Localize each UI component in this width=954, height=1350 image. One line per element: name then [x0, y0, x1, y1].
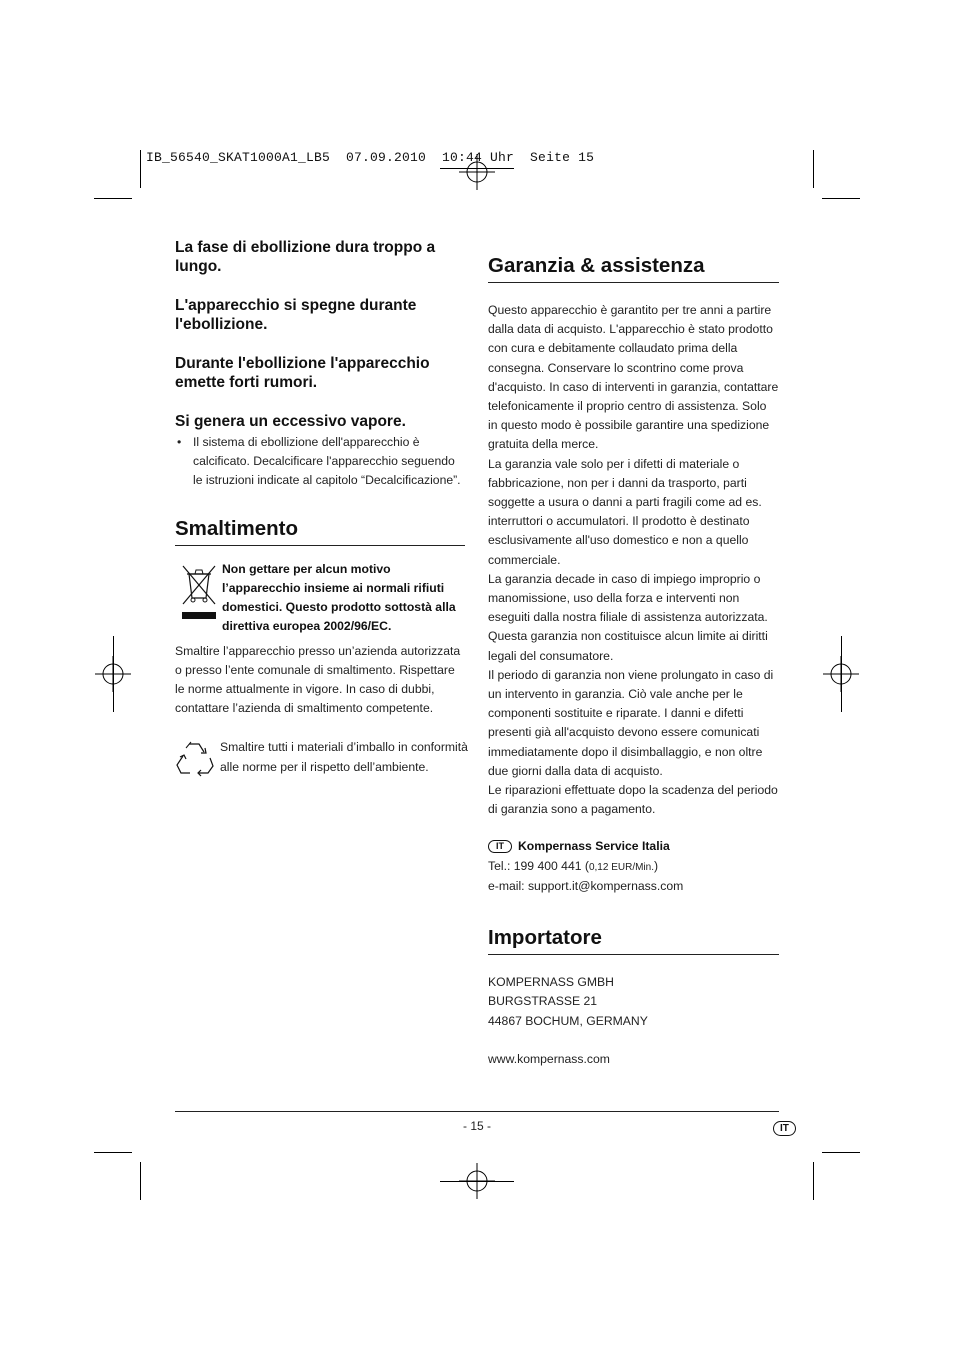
address-line: KOMPERNASS GMBH: [488, 975, 614, 990]
phone-rate: 0,12 EUR/Min.: [588, 861, 654, 873]
print-slug: IB_56540_SKAT1000A1_LB5 07.09.2010 10:44 Uhr Seite 15: [146, 150, 595, 165]
importer-address: [488, 973, 779, 1031]
service-name: Kompernass Service Italia: [518, 839, 670, 854]
phone-close: ): [654, 858, 659, 873]
crop-mark: [440, 168, 514, 169]
weee-text: Non gettare per alcun motivo l’apparecchio insieme ai normali rifiuti domestici. Questo prodotto sottostà alla direttiva europea 2002/96/EC.: [222, 561, 456, 634]
left-column: [175, 238, 468, 778]
list-item-text: Il sistema di ebollizione dell'apparecchio è calcificato. Decalcificare l'apparecchio seguendo le istruzioni indicate al capitolo “Decalcificazione”.: [193, 435, 461, 488]
packaging-notice: [175, 738, 468, 778]
disposal-body: Smaltire l’apparecchio presso un’azienda autorizzata o presso l’ente comunale di smaltimento. Rispettare le norme attualmente in vigore. In caso di dubbi, contattare l’azienda di smaltimento competente.: [175, 643, 461, 716]
crop-mark: [822, 1152, 860, 1153]
packaging-text: Smaltire tutti i materiali d’imballo in conformità alle norme per il rispetto dell’ambiente.: [220, 740, 468, 774]
address-line: 44867 BOCHUM, GERMANY: [488, 1013, 648, 1028]
crop-mark: [841, 636, 842, 712]
crop-mark: [440, 1181, 514, 1182]
warranty-paragraph: La garanzia vale solo per i difetti di materiale o fabbricazione, non per i danni da trasporto, parti soggette a usura o danni a parti fragili come ad es. interruttori o accumulatori. Il prodotto è destinato esclusivamente all'uso domestico e non a quello commerciale.: [488, 456, 762, 567]
warranty-paragraph: Questo apparecchio è garantito per tre anni a partire dalla data di acquisto. L'apparecchio è stato prodotto con cura e debitamente collaudato prima della consegna. Conservare lo scontrino come prova d'acquisto. In caso di interventi in garanzia, contattare telefonicamente il proprio centro di assistenza. Solo in questo modo è possibile garantire una spedizione gratuita della merce.: [488, 303, 779, 452]
crop-mark: [94, 198, 132, 199]
footer-rule: [175, 1111, 779, 1112]
phone-label: Tel.: 199 400 441 (: [488, 858, 589, 873]
address-line: BURGSTRASSE 21: [488, 994, 598, 1009]
trouble-heading: Durante l'ebollizione l'apparecchio emette forti rumori.: [175, 355, 430, 391]
crop-mark: [140, 150, 141, 188]
service-contact: [488, 837, 779, 896]
section-title-disposal: Smaltimento: [175, 517, 465, 546]
country-badge: IT: [488, 840, 512, 853]
crop-mark: [94, 1152, 132, 1153]
page-number: - 15 -: [462, 1119, 491, 1133]
importer-website: www.kompernass.com: [488, 1051, 610, 1066]
crop-mark: [813, 1162, 814, 1200]
service-name-line: [488, 837, 779, 856]
warranty-paragraph: Le riparazioni effettuate dopo la scadenza del periodo di garanzia sono a pagamento.: [488, 783, 778, 817]
crop-mark: [140, 1162, 141, 1200]
trouble-heading: La fase di ebollizione dura troppo a lungo.: [175, 239, 436, 275]
crossed-bin-icon: [179, 562, 219, 620]
warranty-paragraph: La garanzia decade in caso di impiego improprio o manomissione, uso della forza e interventi non eseguiti dalla nostra filiale di assistenza autorizzata. Questa garanzia non costituisce alcun limite ai diritti legali del consumatore.: [488, 571, 768, 663]
warranty-text: [488, 301, 779, 819]
crop-mark: [813, 150, 814, 188]
weee-notice: [175, 560, 465, 642]
service-phone: [488, 857, 779, 877]
registration-mark-icon: [459, 154, 495, 190]
service-email: e-mail: support.it@kompernass.com: [488, 878, 684, 893]
warranty-paragraph: Il periodo di garanzia non viene prolungato in caso di un intervento in garanzia. Ciò vale anche per le componenti sostituite e riparate. I danni e difetti presenti già all'acquisto devono essere comunicati immediatamente dopo il disimballaggio, e non oltre due giorni dalla data di acquisto.: [488, 667, 774, 778]
trouble-heading: Si genera un eccessivo vapore.: [175, 413, 406, 430]
right-column: [488, 254, 779, 1069]
crop-mark: [113, 636, 114, 712]
list-item: [175, 433, 465, 491]
recycle-icon: [175, 738, 215, 778]
bullet-icon: •: [177, 435, 182, 449]
language-badge: IT: [773, 1121, 796, 1136]
crop-mark: [822, 198, 860, 199]
section-title-importer: Importatore: [488, 926, 779, 955]
section-title-warranty: Garanzia & assistenza: [488, 254, 779, 283]
trouble-heading: L'apparecchio si spegne durante l'ebollizione.: [175, 297, 417, 333]
